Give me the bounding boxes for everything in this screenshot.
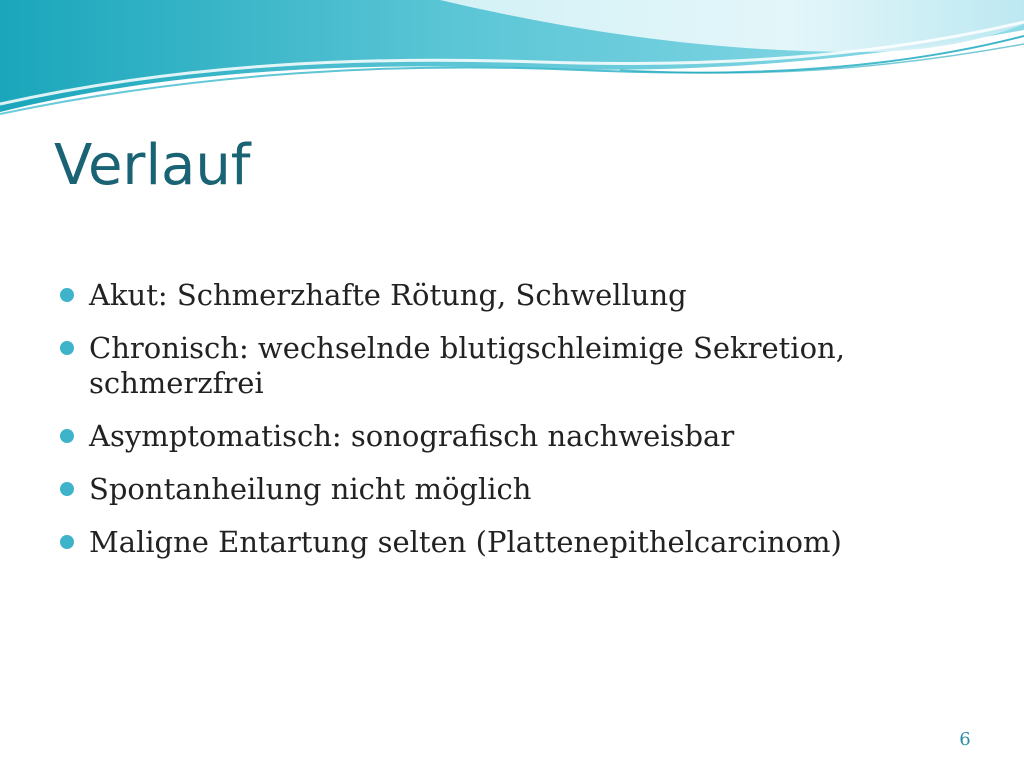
bullet-text: Chronisch: wechselnde blutigschleimige Sekretion, schmerzfrei — [89, 331, 845, 400]
bullet-list — [60, 278, 960, 578]
bullet-item-malignant — [60, 525, 960, 560]
bullet-text: Spontanheilung nicht möglich — [89, 472, 532, 506]
filled-circle-bullet-icon — [60, 535, 74, 549]
bullet-text: Akut: Schmerzhafte Rötung, Schwellung — [89, 278, 687, 312]
bullet-item-chronic — [60, 331, 960, 401]
bullet-text: Asymptomatisch: sonografisch nachweisbar — [89, 419, 735, 453]
page-number: 6 — [959, 729, 971, 750]
filled-circle-bullet-icon — [60, 482, 74, 496]
bullet-item-acute — [60, 278, 960, 313]
bullet-item-asymptomatic — [60, 419, 960, 454]
slide-title: Verlauf — [54, 133, 251, 198]
filled-circle-bullet-icon — [60, 341, 74, 355]
bullet-item-spontaneous-healing — [60, 472, 960, 507]
header-wave-decoration — [0, 0, 1024, 130]
filled-circle-bullet-icon — [60, 288, 74, 302]
bullet-text: Maligne Entartung selten (Plattenepithelcarcinom) — [89, 525, 842, 559]
filled-circle-bullet-icon — [60, 429, 74, 443]
